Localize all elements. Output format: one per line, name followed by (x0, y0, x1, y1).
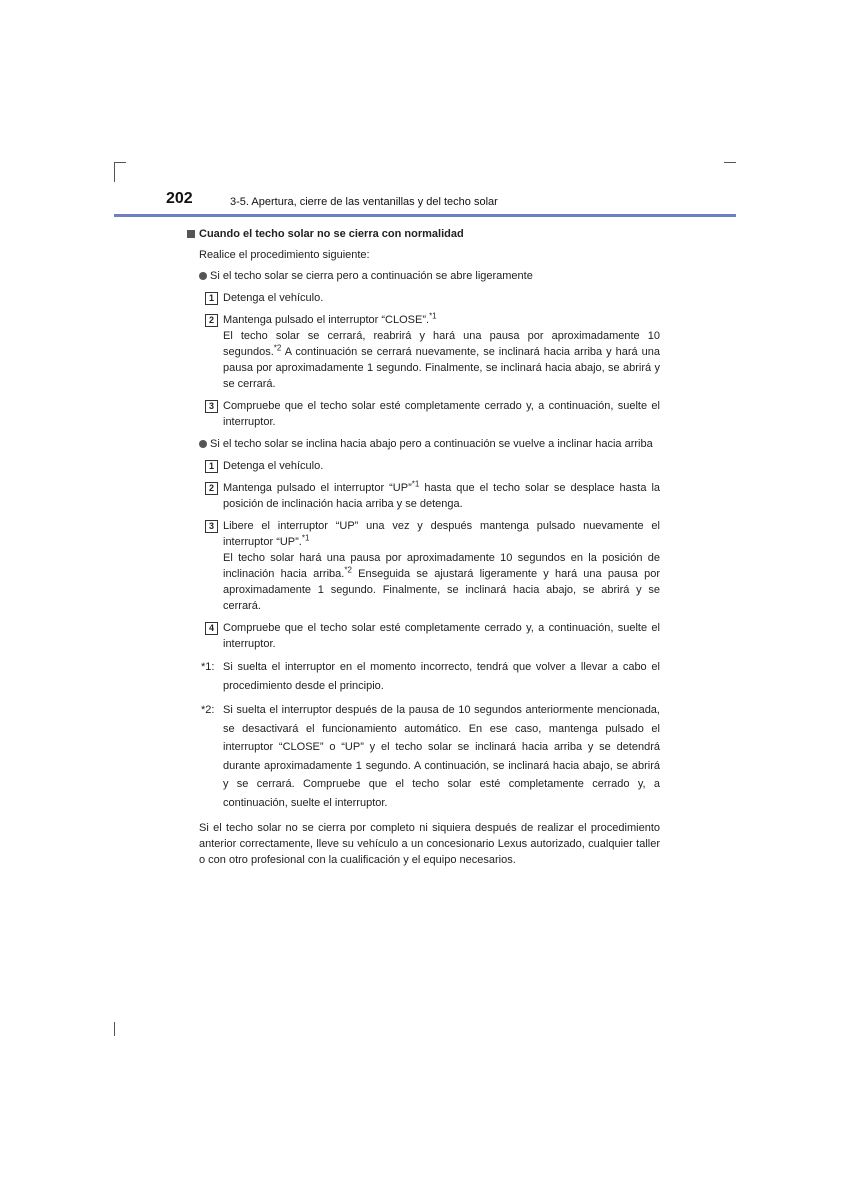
crop-mark-bottom-left (114, 1022, 115, 1036)
case-2-step-1 (187, 458, 660, 474)
case-1-step-2 (187, 312, 660, 392)
footnote-ref: *1 (429, 311, 437, 321)
case-1-step-1 (187, 290, 660, 306)
step-text: Detenga el vehículo. (223, 460, 324, 472)
section-title: Cuando el techo solar no se cierra con normalidad (199, 228, 464, 240)
footnote-text: Si suelta el interruptor después de la pausa de 10 segundos anteriormente mencionada, se desactivará el funcionamiento automático. En ese caso, mantenga pulsado el interruptor “CLOSE” o “UP” y el techo solar se inclinará hacia arriba y se detendrá durante aproximadamente 1 segundo. A continuación, se inclinará hacia abajo, se abrirá y se cerrará. Compruebe que el techo solar esté completamente cerrado y, a continuación, suelte el interruptor. (223, 704, 660, 809)
section-heading (187, 226, 660, 242)
crop-mark-top-right (724, 162, 736, 163)
page-header (114, 186, 736, 220)
closing-paragraph: Si el techo solar no se cierra por completo ni siquiera después de realizar el procedimiento anterior correctamente, lleve su vehículo a un concesionario Lexus autorizado, cualquier taller o con otro profesional con la cualificación y el equipo necesarios. (199, 822, 660, 866)
step-number: 3 (205, 520, 218, 533)
square-bullet-icon (187, 230, 195, 238)
footnote-1 (187, 658, 660, 695)
step-detail: El techo solar se cerrará, reabrirá y hará una pausa por aproximadamente 10 segundos. (223, 330, 660, 358)
page-number: 202 (166, 190, 193, 207)
step-number: 2 (205, 314, 218, 327)
case-2-step-2 (187, 480, 660, 512)
crop-mark-top-left-horizontal (114, 162, 126, 163)
case-2-title: Si el techo solar se inclina hacia abajo pero a continuación se vuelve a inclinar hacia arriba (210, 438, 653, 450)
footnote-ref: *2 (273, 343, 282, 353)
step-text: Libere el interruptor “UP” una vez y después mantenga pulsado nuevamente el interruptor “UP”. (223, 520, 660, 548)
footnote-ref: *1 (301, 533, 310, 543)
footnote-ref: *2 (344, 565, 352, 575)
step-text-continued: hasta que el techo solar se desplace hasta la posición de inclinación hacia arriba y se detenga. (223, 482, 661, 510)
step-number: 1 (205, 460, 218, 473)
step-number: 2 (205, 482, 218, 495)
section-intro: Realice el procedimiento siguiente: (199, 249, 370, 261)
header-rule (114, 214, 736, 217)
page-content (187, 226, 660, 868)
step-text: Detenga el vehículo. (223, 292, 324, 304)
step-detail: El techo solar hará una pausa por aproximadamente 10 segundos en la posición de inclinación hacia arriba. (223, 552, 660, 580)
step-text: Compruebe que el techo solar esté completamente cerrado y, a continuación, suelte el interruptor. (223, 622, 660, 650)
case-1-title: Si el techo solar se cierra pero a continuación se abre ligeramente (210, 270, 533, 282)
case-2-heading (187, 436, 660, 452)
chapter-title: 3-5. Apertura, cierre de las ventanillas y del techo solar (230, 196, 498, 208)
step-detail-continued: A continuación se cerrará nuevamente, se inclinará hacia arriba y hará una pausa por aproximadamente 1 segundo. Finalmente, se inclinará hacia abajo, se abrirá y se cerrará. (223, 346, 660, 390)
footnote-2 (187, 701, 660, 812)
step-detail-continued: Enseguida se ajustará ligeramente y hará una pausa por aproximadamente 1 segundo. Finalmente, se inclinará hacia abajo, se abrirá y se cerrará. (223, 568, 660, 612)
step-number: 1 (205, 292, 218, 305)
step-number: 3 (205, 400, 218, 413)
footnote-ref: *1 (411, 479, 420, 489)
footnote-text: Si suelta el interruptor en el momento incorrecto, tendrá que volver a llevar a cabo el procedimiento desde el principio. (223, 661, 660, 692)
step-text: Mantenga pulsado el interruptor “UP” (223, 482, 412, 494)
step-text: Mantenga pulsado el interruptor “CLOSE”. (223, 314, 430, 326)
step-number: 4 (205, 622, 218, 635)
circle-bullet-icon (199, 272, 207, 280)
case-2-step-4 (187, 620, 660, 652)
step-text: Compruebe que el techo solar esté completamente cerrado y, a continuación, suelte el interruptor. (223, 400, 660, 428)
circle-bullet-icon (199, 440, 207, 448)
case-1-step-3 (187, 398, 660, 430)
case-1-heading (187, 268, 660, 284)
footnote-mark: *2: (201, 704, 215, 716)
crop-mark-top-left-vertical (114, 162, 115, 182)
case-2-step-3 (187, 518, 660, 614)
footnote-mark: *1: (201, 661, 215, 673)
